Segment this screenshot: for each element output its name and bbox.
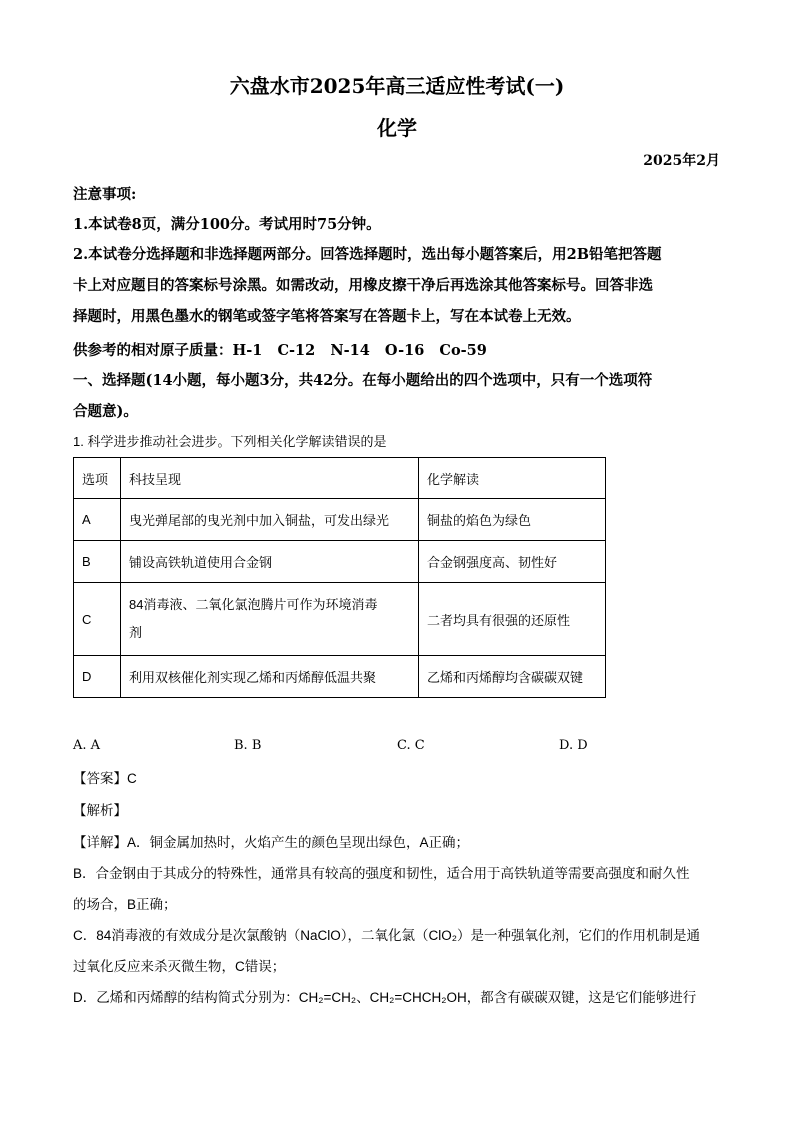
analysis-detail-c-line-2: 过氧化反应来杀灭微生物，C错误；: [73, 959, 286, 974]
table-cell-chem: 乙烯和丙烯醇均含碳碳双键: [419, 656, 606, 698]
table-header-cell: 化学解读: [419, 458, 606, 499]
table-header-row: [74, 458, 606, 499]
table-header-cell: 选项: [74, 458, 121, 499]
choice-b: B. B: [234, 738, 262, 753]
table-cell-option: D: [74, 656, 121, 698]
exam-date: 2025年2月: [643, 153, 720, 169]
section-heading-line-1: 一、选择题(14小题，每小题3分，共42分。在每小题给出的四个选项中，只有一个选项符: [73, 372, 653, 389]
table-cell-option: C: [74, 583, 121, 656]
table-cell-option: B: [74, 541, 121, 583]
choice-a: A. A: [73, 738, 101, 753]
notice-item-2-line-1: 2.本试卷分选择题和非选择题两部分。回答选择题时，选出每小题答案后，用2B铅笔把答题: [73, 246, 662, 263]
options-table: [73, 457, 606, 698]
table-cell-tech: 曳光弹尾部的曳光剂中加入铜盐，可发出绿光: [121, 499, 419, 541]
analysis-detail-b-line-1: B．合金钢由于其成分的特殊性，通常具有较高的强度和韧性，适合用于高铁轨道等需要高强度和耐久性: [73, 866, 690, 881]
choice-c: C. C: [397, 738, 425, 753]
question-stem: 1. 科学进步推动社会进步。下列相关化学解读错误的是: [73, 434, 387, 449]
atomic-mass-line: 供参考的相对原子质量：H-1 C-12 N-14 O-16 Co-59: [73, 342, 487, 359]
table-cell-tech: 利用双核催化剂实现乙烯和丙烯醇低温共聚: [121, 656, 419, 698]
table-row: [74, 656, 606, 698]
section-heading-line-2: 合题意)。: [73, 403, 138, 420]
analysis-detail-b-line-2: 的场合，B正确；: [73, 897, 177, 912]
notice-heading: 注意事项:: [73, 186, 137, 203]
choice-d: D. D: [559, 738, 588, 753]
answer-label: 【答案】C: [73, 771, 137, 786]
notice-item-1: 1.本试卷8页，满分100分。考试用时75分钟。: [73, 216, 381, 233]
exam-title: 六盘水市2025年高三适应性考试(一): [229, 74, 565, 98]
table-cell-tech: [121, 583, 419, 656]
exam-subject: 化学: [377, 116, 417, 140]
table-cell-chem: 二者均具有很强的还原性: [419, 583, 606, 656]
table-row: [74, 499, 606, 541]
table-cell-option: A: [74, 499, 121, 541]
table-row: [74, 541, 606, 583]
table-cell-tech-line: 剂: [129, 625, 143, 640]
table-cell-tech-line: 84消毒液、二氧化氯泡腾片可作为环境消毒: [129, 597, 378, 612]
table-cell-chem: 合金钢强度高、韧性好: [419, 541, 606, 583]
analysis-detail-d-line-1: D．乙烯和丙烯醇的结构简式分别为：CH₂=CH₂、CH₂=CHCH₂OH，都含有碳碳双键，这是它们能够进行: [73, 990, 697, 1005]
table-cell-tech: 铺设高铁轨道使用合金钢: [121, 541, 419, 583]
table-row: [74, 583, 606, 656]
table-cell-chem: 铜盐的焰色为绿色: [419, 499, 606, 541]
table-header-cell: 科技呈现: [121, 458, 419, 499]
analysis-detail-c-line-1: C．84消毒液的有效成分是次氯酸钠（NaClO），二氧化氯（ClO₂）是一种强氧化剂，它们的作用机制是通: [73, 928, 701, 943]
notice-item-2-line-2: 卡上对应题目的答案标号涂黑。如需改动，用橡皮擦干净后再选涂其他答案标号。回答非选: [73, 277, 653, 294]
analysis-label: 【解析】: [73, 803, 127, 818]
analysis-detail-a: 【详解】A．铜金属加热时，火焰产生的颜色呈现出绿色，A正确；: [73, 835, 470, 850]
notice-item-2-line-3: 择题时，用黑色墨水的钢笔或签字笔将答案写在答题卡上，写在本试卷上无效。: [73, 308, 581, 325]
